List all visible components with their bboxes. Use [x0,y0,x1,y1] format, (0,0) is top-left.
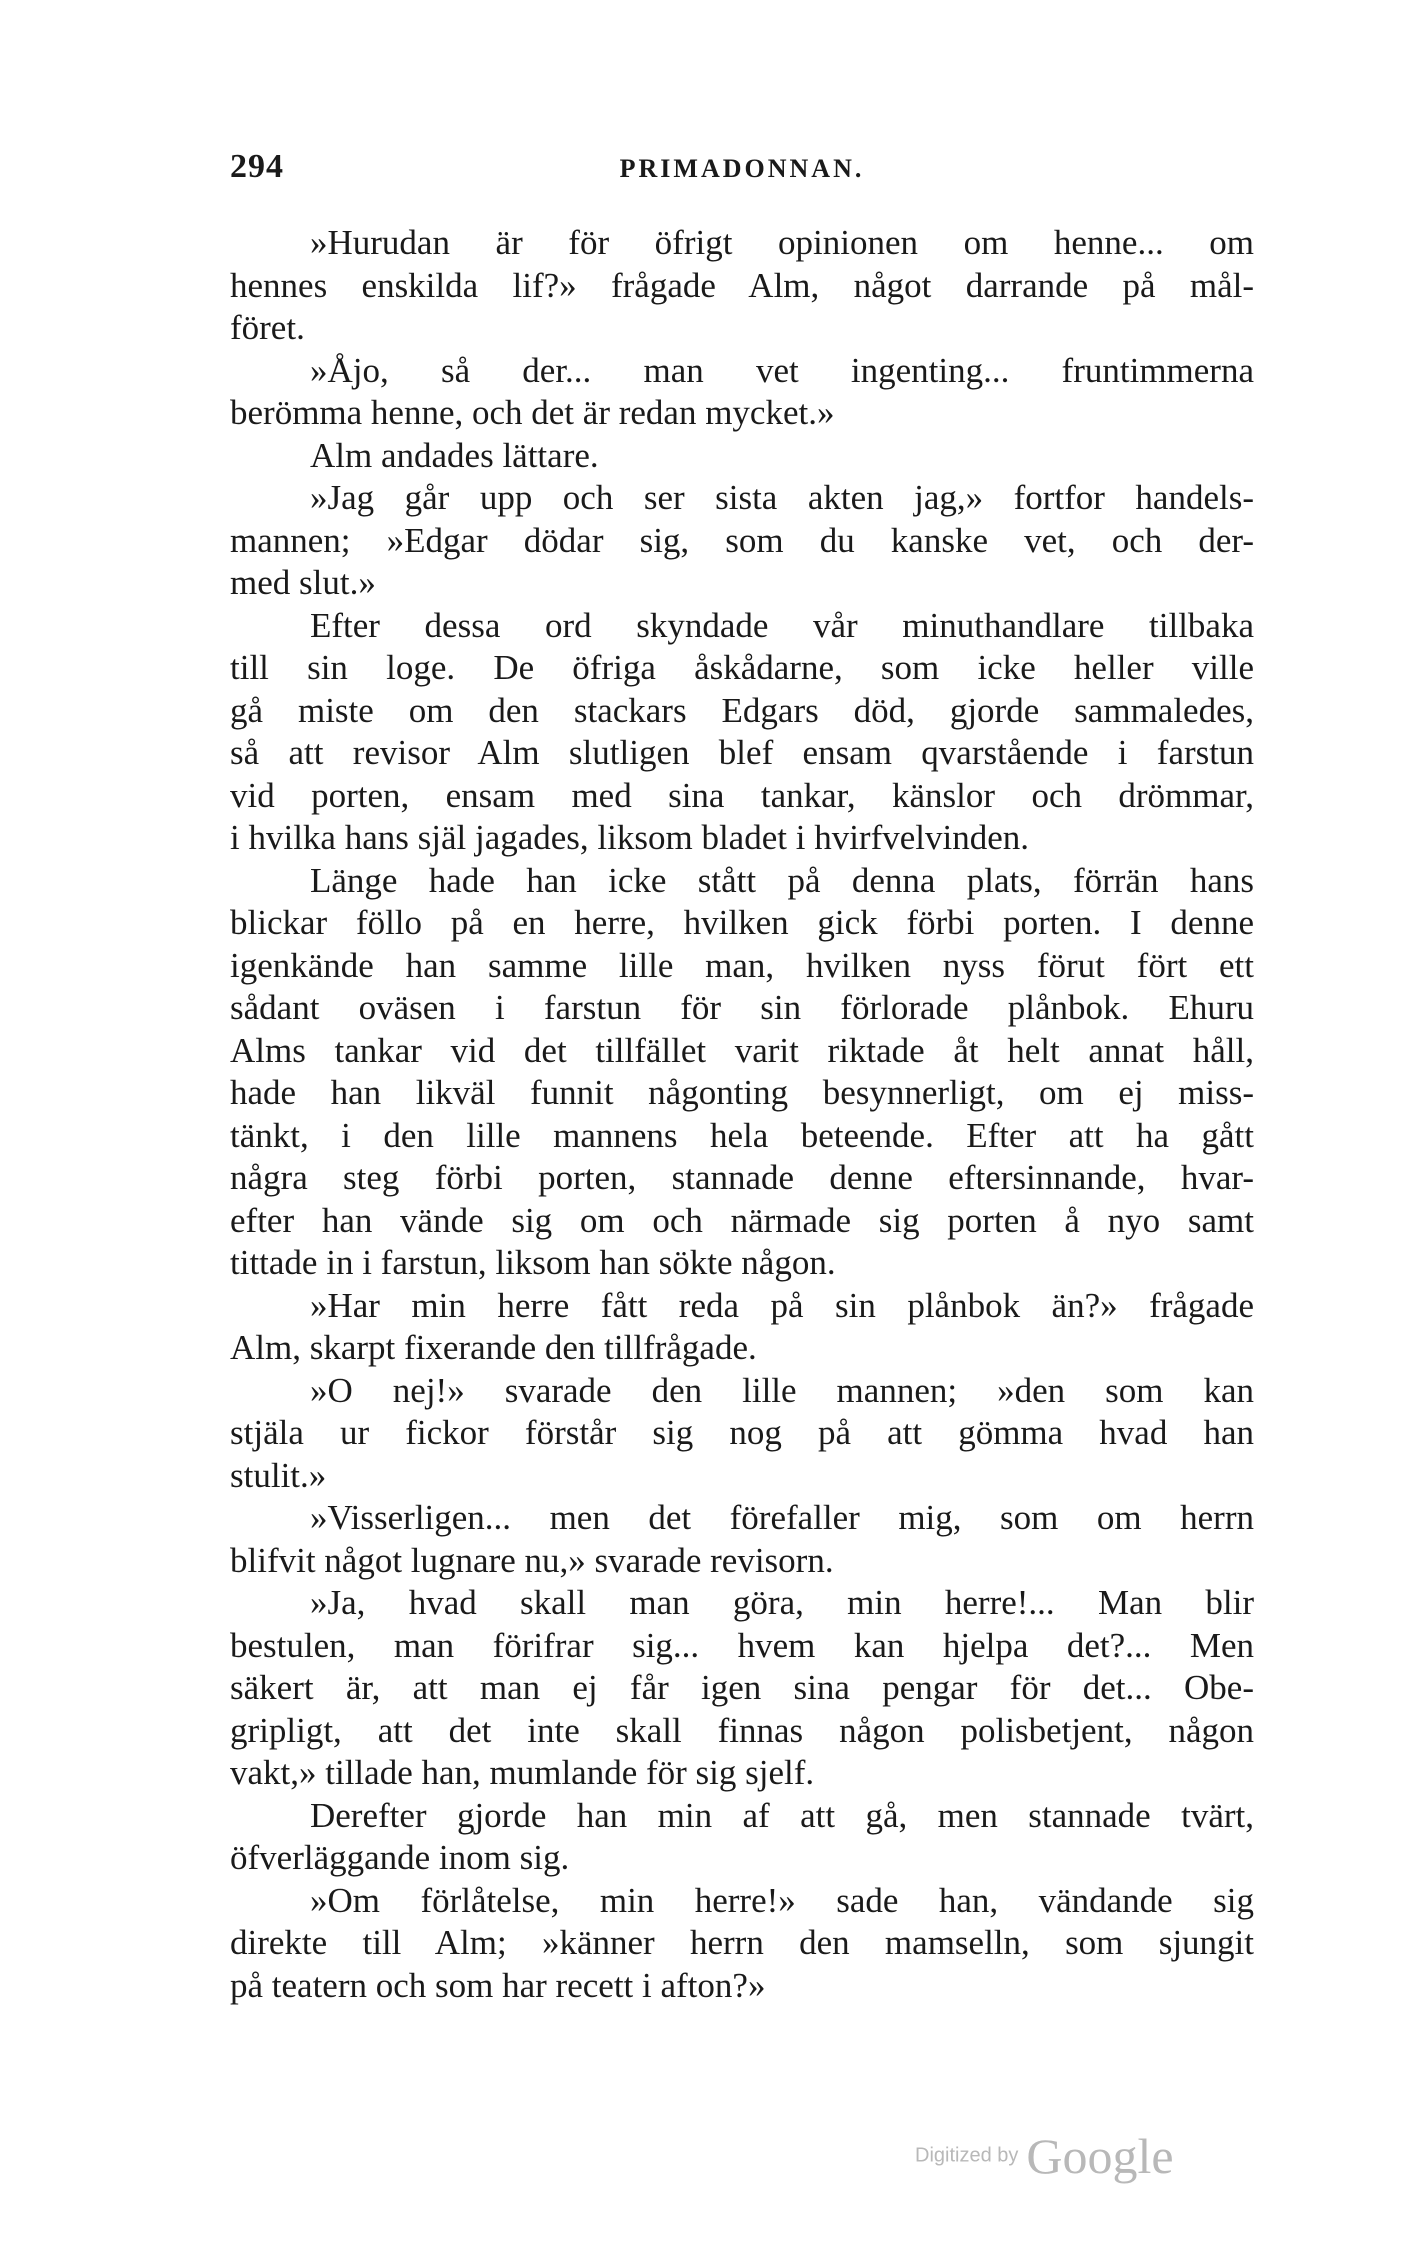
text-line: direkte till Alm; »känner herrn den mamselln, som sjungit [230,1923,1254,1962]
page-number: 294 [230,148,284,185]
text-line: igenkände han samme lille man, hvilken nyss förut fört ett [230,945,1254,985]
text-line: »Om förlåtelse, min herre!» sade han, vändande sig [310,1880,1254,1920]
body-text [230,222,1254,2007]
text-line: Derefter gjorde han min af att gå, men stannade tvärt, [310,1795,1254,1835]
text-line: så att revisor Alm slutligen blef ensam qvarstående i farstun [230,733,1254,772]
text-line: föret. [230,308,305,347]
running-title: PRIMADONNAN. [619,154,865,183]
text-line: »Ja, hvad skall man göra, min herre!... Man blir [310,1583,1254,1622]
text-line: blickar föllo på en herre, hvilken gick förbi porten. I denne [230,903,1254,942]
text-line: »Jag går upp och ser sista akten jag,» fortfor handels- [310,478,1254,517]
text-line: Länge hade han icke stått på denna plats, förrän hans [310,860,1254,900]
text-line: »Har min herre fått reda på sin plånbok än?» frågade [310,1285,1254,1325]
text-line: tänkt, i den lille mannens hela beteende. Efter att ha gått [230,1115,1254,1155]
text-line: »Hurudan är för öfrigt opinionen om henne... om [310,223,1254,262]
text-line: »Visserligen... men det förefaller mig, som om herrn [310,1498,1254,1537]
text-line: till sin loge. De öfriga åskådarne, som icke heller ville [230,648,1254,687]
text-line: hennes enskilda lif?» frågade Alm, något darrande på mål- [230,265,1254,305]
text-line: med slut.» [230,563,376,602]
text-line: »Åjo, så der... man vet ingenting... fruntimmerna [310,350,1254,390]
digitized-watermark [915,2127,1174,2187]
text-line: säkert är, att man ej får igen sina pengar för det... Obe- [230,1668,1254,1707]
text-line: bestulen, man förifrar sig... hvem kan hjelpa det?... Men [230,1625,1254,1665]
text-line: stulit.» [230,1455,327,1495]
text-line: öfverläggande inom sig. [230,1838,570,1877]
text-line: stjäla ur fickor förstår sig nog på att gömma hvad han [230,1413,1254,1452]
text-line: efter han vände sig om och närmade sig porten å nyo samt [230,1200,1254,1240]
text-line: Efter dessa ord skyndade vår minuthandlare tillbaka [310,605,1254,645]
text-line: Alm andades lättare. [310,435,599,475]
text-line: några steg förbi porten, stannade denne eftersinnande, hvar- [230,1158,1254,1197]
text-line: tittade in i farstun, liksom han sökte någon. [230,1243,836,1282]
page-header [230,148,1254,198]
text-line: berömma henne, och det är redan mycket.» [230,393,835,432]
text-line: sådant oväsen i farstun för sin förlorade plånbok. Ehuru [230,988,1254,1027]
text-line: Alm, skarpt fixerande den tillfrågade. [230,1328,757,1367]
watermark-prefix: Digitized by [915,2144,1019,2167]
text-line: mannen; »Edgar dödar sig, som du kanske vet, och der- [230,520,1254,560]
text-line: »O nej!» svarade den lille mannen; »den som kan [310,1370,1254,1410]
text-line: i hvilka hans själ jagades, liksom bladet i hvirfvelvinden. [230,818,1030,857]
text-line: hade han likväl funnit någonting besynnerligt, om ej miss- [230,1073,1254,1112]
text-line: vid porten, ensam med sina tankar, känslor och drömmar, [230,775,1254,815]
text-line: gripligt, att det inte skall finnas någon polisbetjent, någon [230,1710,1254,1750]
text-line: på teatern och som har recett i afton?» [230,1965,766,2005]
text-line: blifvit något lugnare nu,» svarade revisorn. [230,1540,834,1580]
text-line: gå miste om den stackars Edgars död, gjorde sammaledes, [230,690,1254,730]
text-line: Alms tankar vid det tillfället varit riktade åt helt annat håll, [230,1030,1254,1070]
text-line: vakt,» tillade han, mumlande för sig sjelf. [230,1753,815,1792]
watermark-logo: Google [1026,2128,1174,2184]
